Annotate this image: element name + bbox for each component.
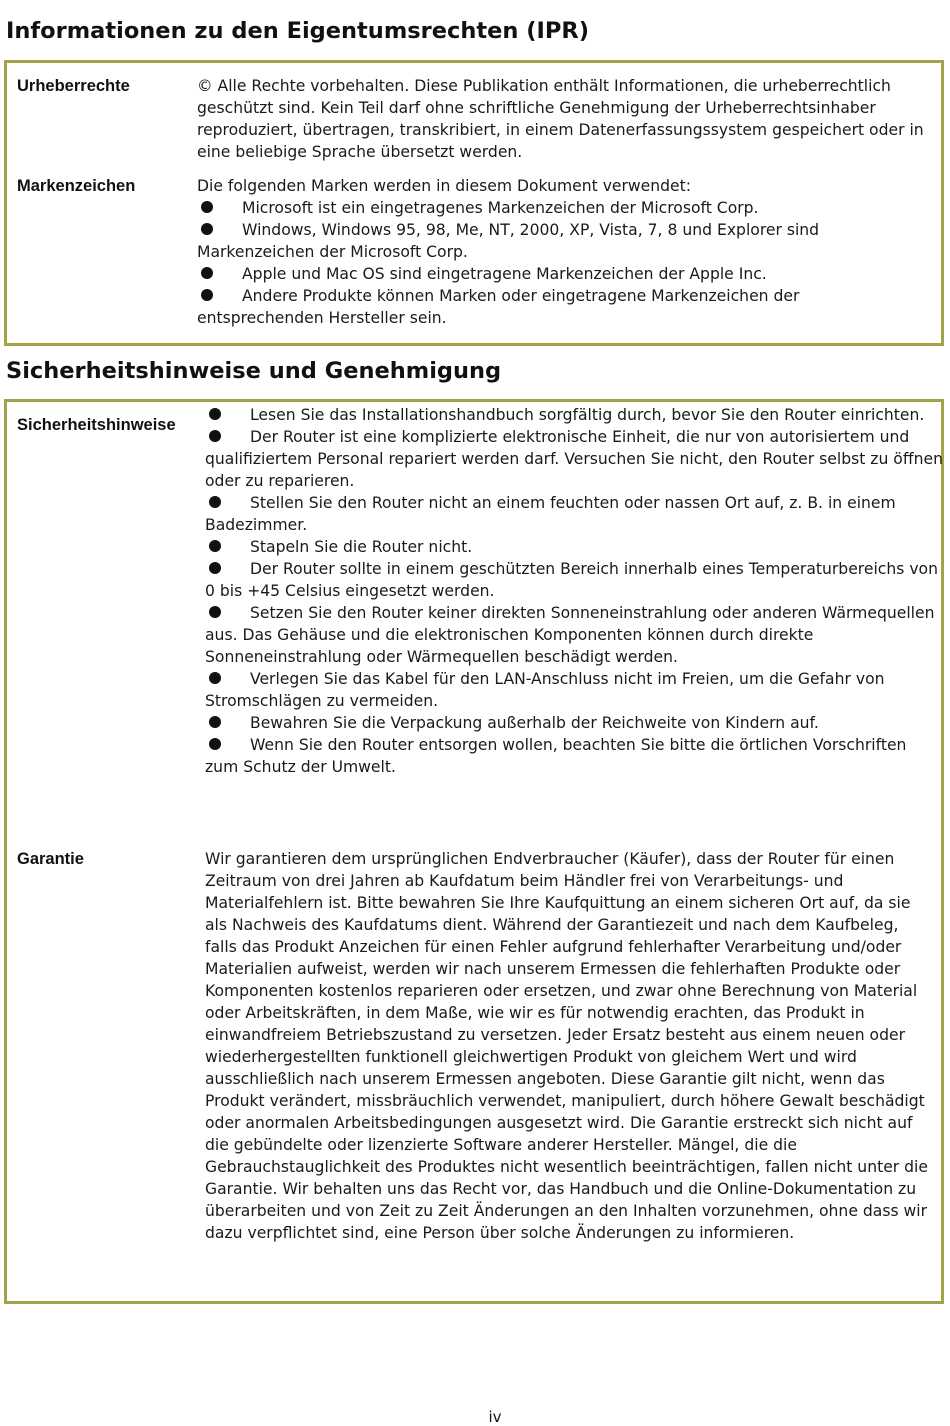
trademarks-intro: Die folgenden Marken werden in diesem Dokument verwendet:	[197, 177, 692, 195]
list-item: Setzen Sie den Router keiner direkten Sonneneinstrahlung oder anderen Wärmequellen aus. Das Gehäuse und die elektronischen Komponenten können durch direkte Sonneneinstrahlung oder Wärmequellen beschädigt werden.	[205, 604, 935, 666]
list-item: Stapeln Sie die Router nicht.	[205, 536, 943, 558]
bullet-icon	[209, 672, 221, 684]
copyright-text-block	[197, 75, 937, 163]
list-item: Windows, Windows 95, 98, Me, NT, 2000, XP, Vista, 7, 8 und Explorer sind Markenzeichen der Microsoft Corp.	[197, 221, 820, 261]
bullet-icon	[209, 606, 221, 618]
list-item: Verlegen Sie das Kabel für den LAN-Anschluss nicht im Freien, um die Gefahr von Stromschlägen zu vermeiden.	[205, 670, 885, 710]
list-item: Apple und Mac OS sind eingetragene Markenzeichen der Apple Inc.	[197, 263, 917, 285]
list-item: Microsoft ist ein eingetragenes Markenzeichen der Microsoft Corp.	[197, 197, 917, 219]
trademarks-label: Markenzeichen	[17, 177, 136, 195]
safety-section-title: Sicherheitshinweise und Genehmigung	[6, 358, 502, 384]
bullet-icon	[201, 201, 213, 213]
list-item: Lesen Sie das Installationshandbuch sorgfältig durch, bevor Sie den Router einrichten.	[205, 404, 943, 426]
trademark-list	[197, 197, 917, 329]
safety-notes-label: Sicherheitshinweise	[17, 416, 176, 434]
ipr-section-title: Informationen zu den Eigentumsrechten (IPR)	[6, 18, 589, 44]
bullet-icon	[209, 408, 221, 420]
ipr-box	[4, 60, 944, 346]
safety-box	[4, 399, 944, 1304]
list-item: Der Router sollte in einem geschützten Bereich innerhalb eines Temperaturbereichs von 0 bis +45 Celsius eingesetzt werden.	[205, 560, 938, 600]
bullet-icon	[201, 223, 213, 235]
bullet-icon	[201, 267, 213, 279]
safety-notes-block	[205, 404, 943, 778]
list-item: Der Router ist eine komplizierte elektronische Einheit, die nur von autorisiertem und qualifiziertem Personal repariert werden darf. Versuchen Sie nicht, den Router selbst zu öffnen oder zu reparieren.	[205, 428, 943, 490]
bullet-icon	[209, 540, 221, 552]
page-number: iv	[488, 1408, 502, 1426]
bullet-icon	[209, 716, 221, 728]
copyright-text: © Alle Rechte vorbehalten. Diese Publikation enthält Informationen, die urheberrechtlich geschützt sind. Kein Teil darf ohne schriftliche Genehmigung der Urheberrechtsinhaber reproduziert, übertragen, transkribiert, in einem Datenerfassungssystem gespeichert oder in eine beliebige Sprache übersetzt werden.	[197, 77, 924, 161]
safety-list	[205, 404, 943, 778]
bullet-icon	[209, 738, 221, 750]
list-item: Bewahren Sie die Verpackung außerhalb der Reichweite von Kindern auf.	[205, 712, 943, 734]
warranty-block	[205, 848, 935, 1244]
bullet-icon	[209, 430, 221, 442]
bullet-icon	[209, 562, 221, 574]
bullet-icon	[201, 289, 213, 301]
list-item: Andere Produkte können Marken oder eingetragene Markenzeichen der entsprechenden Hersteller sein.	[197, 287, 800, 327]
warranty-label: Garantie	[17, 850, 84, 868]
list-item: Stellen Sie den Router nicht an einem feuchten oder nassen Ort auf, z. B. in einem Badezimmer.	[205, 494, 896, 534]
warranty-text-continued: überarbeiten und von Zeit zu Zeit Änderungen an den Inhalten vorzunehmen, ohne dass wir dazu verpflichtet sind, eine Person über solche Änderungen zu informieren.	[205, 1202, 928, 1242]
bullet-icon	[209, 496, 221, 508]
list-item: Wenn Sie den Router entsorgen wollen, beachten Sie bitte die örtlichen Vorschriften zum Schutz der Umwelt.	[205, 736, 907, 776]
warranty-text: Wir garantieren dem ursprünglichen Endverbraucher (Käufer), dass der Router für einen Zeitraum von drei Jahren ab Kaufdatum beim Händler frei von Verarbeitungs- und Materialfehlern ist. Bitte bewahren Sie Ihre Kaufquittung an einem sicheren Ort auf, da sie als Nachweis des Kaufdatums dient. Während der Garantiezeit und nach dem Kaufbeleg, falls das Produkt Anzeichen für einen Fehler aufgrund fehlerhafter Verarbeitung und/oder Materialien aufweist, werden wir nach unserem Ermessen die fehlerhaften Produkte oder Komponenten kostenlos reparieren oder ersetzen, und zwar ohne Berechnung von Material oder Arbeitskräften, in dem Maße, wie wir es für notwendig erachten, das Produkt in einwandfreiem Betriebszustand zu versetzen. Jeder Ersatz besteht aus einem neuen oder wiederhergestellten funktionell gleichwertigen Produkt von gleichem Wert und wird ausschließlich nach unserem Ermessen angeboten. Diese Garantie gilt nicht, wenn das Produkt verändert, missbräuchlich verwendet, manipuliert, durch höhere Gewalt beschädigt oder anormalen Arbeitsbedingungen ausgesetzt wird. Die Garantie erstreckt sich nicht auf die gebündelte oder lizenzierte Software anderer Hersteller. Mängel, die die Gebrauchstauglichkeit des Produktes nicht wesentlich beeinträchtigen, fallen nicht unter die Garantie. Wir behalten uns das Recht vor, das Handbuch und die Online-Dokumentation zu	[205, 850, 928, 1198]
trademarks-block	[197, 175, 917, 329]
copyright-label: Urheberrechte	[17, 77, 130, 95]
